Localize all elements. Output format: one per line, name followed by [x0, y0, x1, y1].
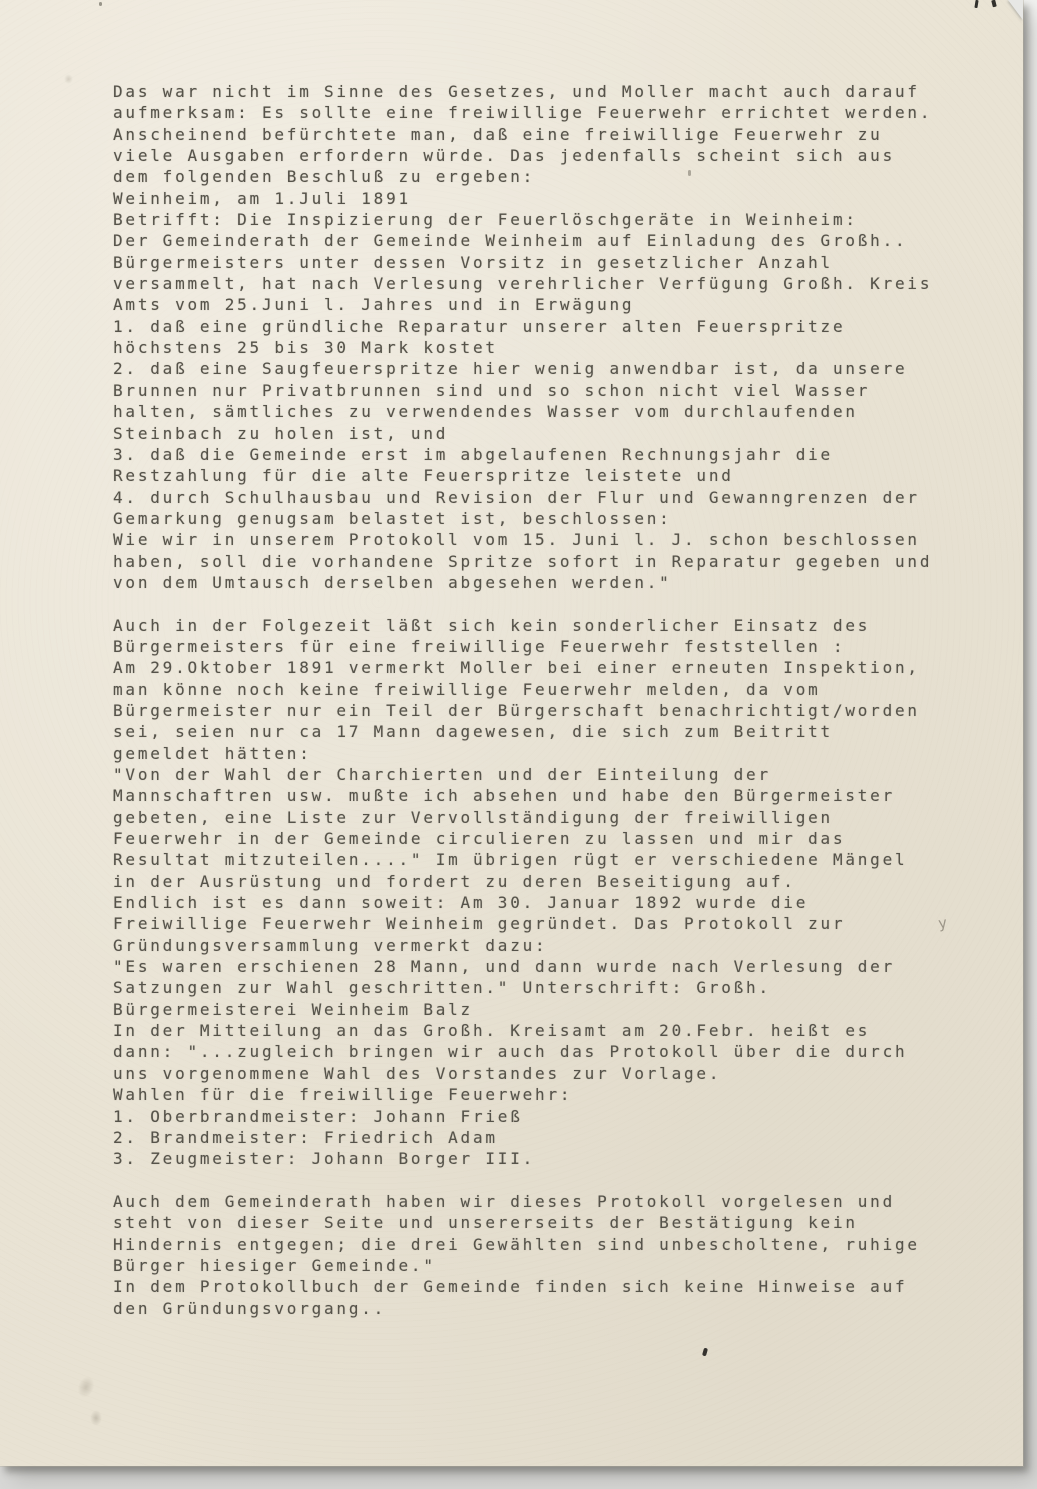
text-line: In der Mitteilung an das Großh. Kreisamt am 20.Febr. heißt es — [113, 1021, 871, 1041]
text-line: Bürgermeisters für eine freiwillige Feuerwehr feststellen : — [113, 636, 846, 656]
text-line: Satzungen zur Wahl geschritten." Unterschrift: Großh. — [113, 978, 771, 998]
text-line — [113, 1170, 983, 1191]
text-line: Brunnen nur Privatbrunnen sind und so schon nicht viel Wasser — [113, 380, 871, 400]
text-line: haben, soll die vorhandene Spritze sofort in Reparatur gegeben und — [113, 551, 933, 571]
text-line: Bürgermeister nur ein Teil der Bürgerschaft benachrichtigt/worden — [113, 700, 920, 720]
ink-speck — [702, 1348, 708, 1357]
text-line: gemeldet hätten: — [113, 743, 312, 763]
text-line: Feuerwehr in der Gemeinde circulieren zu lassen und mir das — [113, 829, 846, 849]
text-line: Auch in der Folgezeit läßt sich kein sonderlicher Einsatz des — [113, 615, 871, 635]
text-line: Am 29.Oktober 1891 vermerkt Moller bei einer erneuten Inspektion, — [113, 658, 920, 678]
ink-speck — [688, 170, 691, 176]
text-line: halten, sämtliches zu verwendendes Wasser vom durchlaufenden — [113, 402, 858, 422]
text-line: 3. Zeugmeister: Johann Borger III. — [113, 1149, 536, 1169]
text-line — [113, 593, 983, 614]
text-line: Amts vom 25.Juni l. Jahres und in Erwägung — [113, 295, 635, 315]
text-line: dem folgenden Beschluß zu ergeben: — [113, 167, 536, 187]
text-line: Restzahlung für die alte Feuerspritze leistete und — [113, 466, 734, 486]
text-line: von dem Umtausch derselben abgesehen werden." — [113, 572, 672, 592]
text-line: gebeten, eine Liste zur Vervollständigung der freiwilligen — [113, 807, 833, 827]
text-line: 3. daß die Gemeinde erst im abgelaufenen Rechnungsjahr die — [113, 444, 833, 464]
text-line: Auch dem Gemeinderath haben wir dieses Protokoll vorgelesen und — [113, 1191, 896, 1211]
text-line: viele Ausgaben erfordern würde. Das jedenfalls scheint sich aus — [113, 146, 896, 166]
text-line: aufmerksam: Es sollte eine freiwillige Feuerwehr errichtet werden. — [113, 103, 933, 123]
text-line: man könne noch keine freiwillige Feuerwehr melden, da vom — [113, 679, 821, 699]
paper-smudge — [90, 1410, 102, 1426]
ink-stroke-fragment — [991, 0, 997, 7]
text-line: Betrifft: Die Inspizierung der Feuerlöschgeräte in Weinheim: — [113, 210, 858, 230]
text-line: Hindernis entgegen; die drei Gewählten sind unbescholtene, ruhige — [113, 1234, 920, 1254]
text-line: in der Ausrüstung und fordert zu deren Beseitigung auf. — [113, 871, 796, 891]
text-line: den Gründungsvorgang.. — [113, 1298, 387, 1318]
paper-smudge — [75, 1374, 98, 1400]
text-line: Mannschaftren usw. mußte ich absehen und habe den Bürgermeister — [113, 786, 896, 806]
text-line: "Von der Wahl der Charchierten und der Einteilung der — [113, 765, 771, 784]
text-line: uns vorgenommene Wahl des Vorstandes zur Vorlage. — [113, 1063, 722, 1083]
ink-stroke-fragment — [974, 0, 978, 8]
text-line: Das war nicht im Sinne des Gesetzes, und Moller macht auch darauf — [113, 82, 920, 101]
text-line: dann: "...zugleich bringen wir auch das Protokoll über die durch — [113, 1042, 908, 1062]
text-line: Gründungsversammlung vermerkt dazu: — [113, 935, 548, 955]
text-line: Der Gemeinderath der Gemeinde Weinheim auf Einladung des Großh.. — [113, 231, 908, 251]
text-line: 2. Brandmeister: Friedrich Adam — [113, 1127, 498, 1147]
text-line: 1. daß eine gründliche Reparatur unserer alten Feuerspritze — [113, 316, 846, 336]
text-line: Anscheinend befürchtete man, daß eine freiwillige Feuerwehr zu — [113, 124, 883, 144]
text-line: Wahlen für die freiwillige Feuerwehr: — [113, 1085, 573, 1105]
text-line: höchstens 25 bis 30 Mark kostet — [113, 338, 498, 358]
pencil-mark: y — [936, 913, 949, 933]
ink-speck — [99, 2, 102, 6]
text-line: Weinheim, am 1.Juli 1891 — [113, 188, 411, 208]
text-line: 2. daß eine Saugfeuerspritze hier wenig anwendbar ist, da unsere — [113, 359, 908, 379]
text-line: sei, seien nur ca 17 Mann dagewesen, die sich zum Beitritt — [113, 722, 833, 742]
text-line: Bürger hiesiger Gemeinde." — [113, 1255, 436, 1275]
text-line: 4. durch Schulhausbau und Revision der Flur und Gewanngrenzen der — [113, 487, 920, 507]
text-line: Bürgermeisters unter dessen Vorsitz in gesetzlicher Anzahl — [113, 252, 833, 272]
text-line: "Es waren erschienen 28 Mann, und dann wurde nach Verlesung der — [113, 957, 896, 977]
text-line: Gemarkung genugsam belastet ist, beschlossen: — [113, 508, 672, 528]
page-corner-shadow — [1008, 0, 1023, 20]
text-line: Freiwillige Feuerwehr Weinheim gegründet. Das Protokoll zur — [113, 914, 846, 934]
document-text — [113, 81, 983, 1319]
text-line: Resultat mitzuteilen...." Im übrigen rügt er verschiedene Mängel — [113, 850, 908, 870]
text-line: steht von dieser Seite und unsererseits der Bestätigung kein — [113, 1213, 858, 1233]
text-line: In dem Protokollbuch der Gemeinde finden sich keine Hinweise auf — [113, 1277, 908, 1297]
paper-smudge — [64, 74, 73, 84]
text-line: 1. Oberbrandmeister: Johann Frieß — [113, 1106, 523, 1126]
text-line: versammelt, hat nach Verlesung verehrlicher Verfügung Großh. Kreis — [113, 274, 933, 294]
text-line: Endlich ist es dann soweit: Am 30. Januar 1892 wurde die — [113, 893, 809, 913]
text-line: Wie wir in unserem Protokoll vom 15. Juni l. J. schon beschlossen — [113, 530, 920, 550]
text-line: Bürgermeisterei Weinheim Balz — [113, 999, 473, 1019]
text-line: Steinbach zu holen ist, und — [113, 423, 449, 443]
